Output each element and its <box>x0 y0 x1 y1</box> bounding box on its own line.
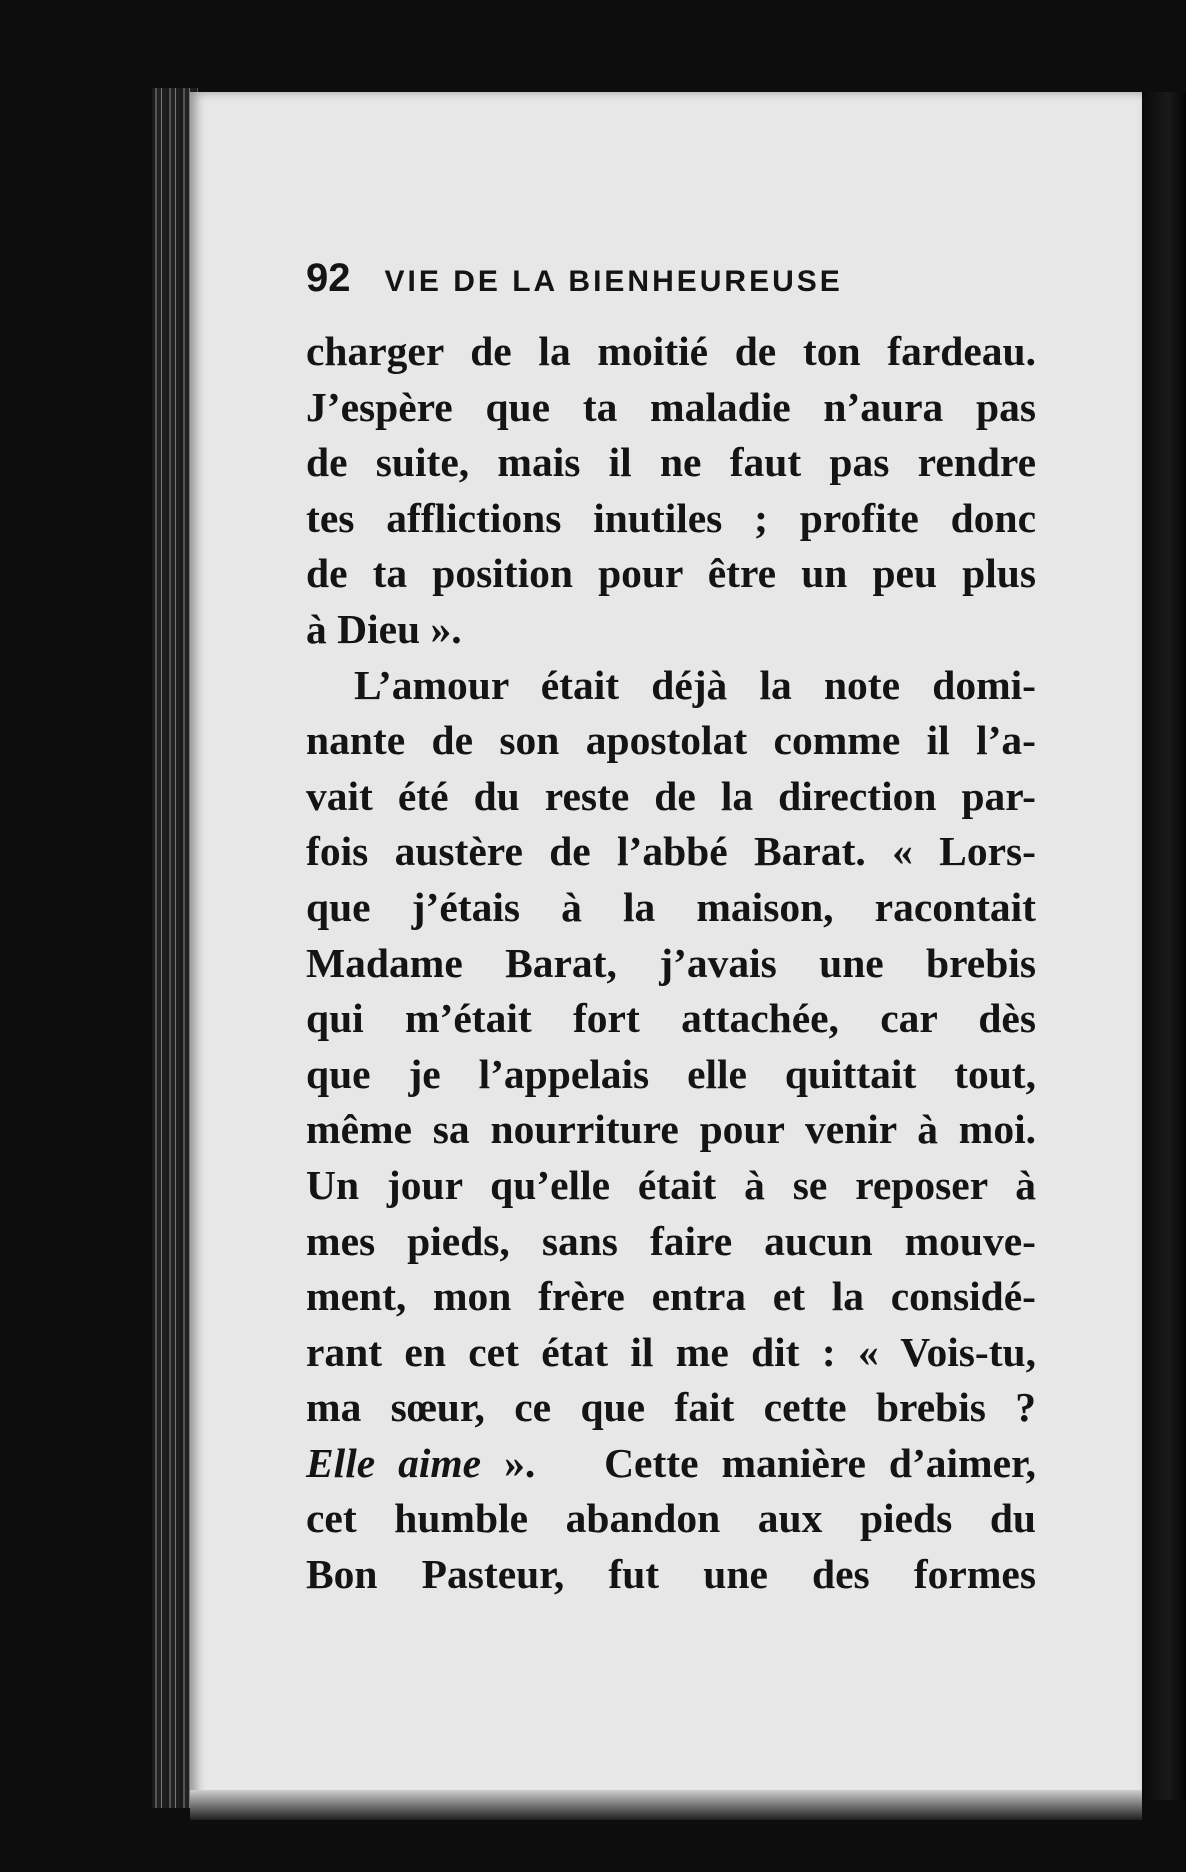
page-text-block <box>306 256 1036 1603</box>
text-line: Madame Barat, j’avais une brebis <box>306 939 1036 986</box>
text-line-rest: Cette manière d’aimer, <box>604 1439 1037 1486</box>
text-line: tes afflictions inutiles ; profite donc <box>306 494 1036 541</box>
text-line: cet humble abandon aux pieds du <box>306 1495 1036 1542</box>
text-line-mixed <box>306 1436 1036 1492</box>
page-bottom-shadow <box>190 1790 1142 1820</box>
text-line: L’amour était déjà la note domi- <box>354 661 1036 708</box>
text-line: que je l’appelais elle quittait tout, <box>306 1050 1036 1097</box>
text-line: nante de son apostolat comme il l’a- <box>306 717 1036 764</box>
closing-quote: ». <box>481 1439 536 1486</box>
text-line: qui m’était fort attachée, car dès <box>306 995 1036 1042</box>
text-line: que j’étais à la maison, racontait <box>306 883 1036 930</box>
text-line: J’espère que ta maladie n’aura pas <box>306 383 1036 430</box>
text-line: charger de la moitié de ton fardeau. <box>306 328 1036 374</box>
facing-page-edge <box>1142 92 1186 1800</box>
text-line: vait été du reste de la direction par- <box>306 772 1036 819</box>
text-line: ma sœur, ce que fait cette brebis ? <box>306 1384 1036 1431</box>
text-line: rant en cet état il me dit : « Vois-tu, <box>306 1328 1036 1375</box>
running-head: VIE DE LA BIENHEUREUSE <box>384 265 843 298</box>
text-line: même sa nourriture pour venir à moi. <box>306 1106 1036 1153</box>
text-line: à Dieu ». <box>306 605 462 652</box>
text-line: mes pieds, sans faire aucun mouve- <box>306 1217 1036 1264</box>
text-line: Bon Pasteur, fut une des formes <box>306 1551 1036 1598</box>
italic-phrase: Elle aime <box>306 1439 482 1486</box>
text-line: fois austère de l’abbé Barat. « Lors- <box>306 828 1036 875</box>
text-line: de ta position pour être un peu plus <box>306 550 1036 597</box>
page-number: 92 <box>306 256 351 300</box>
text-line: Un jour qu’elle était à se reposer à <box>306 1161 1036 1208</box>
text-line: ment, mon frère entra et la considé- <box>306 1273 1036 1320</box>
text-line: de suite, mais il ne faut pas rendre <box>306 439 1036 486</box>
body-text <box>306 324 1036 1603</box>
page-header <box>306 256 1036 316</box>
